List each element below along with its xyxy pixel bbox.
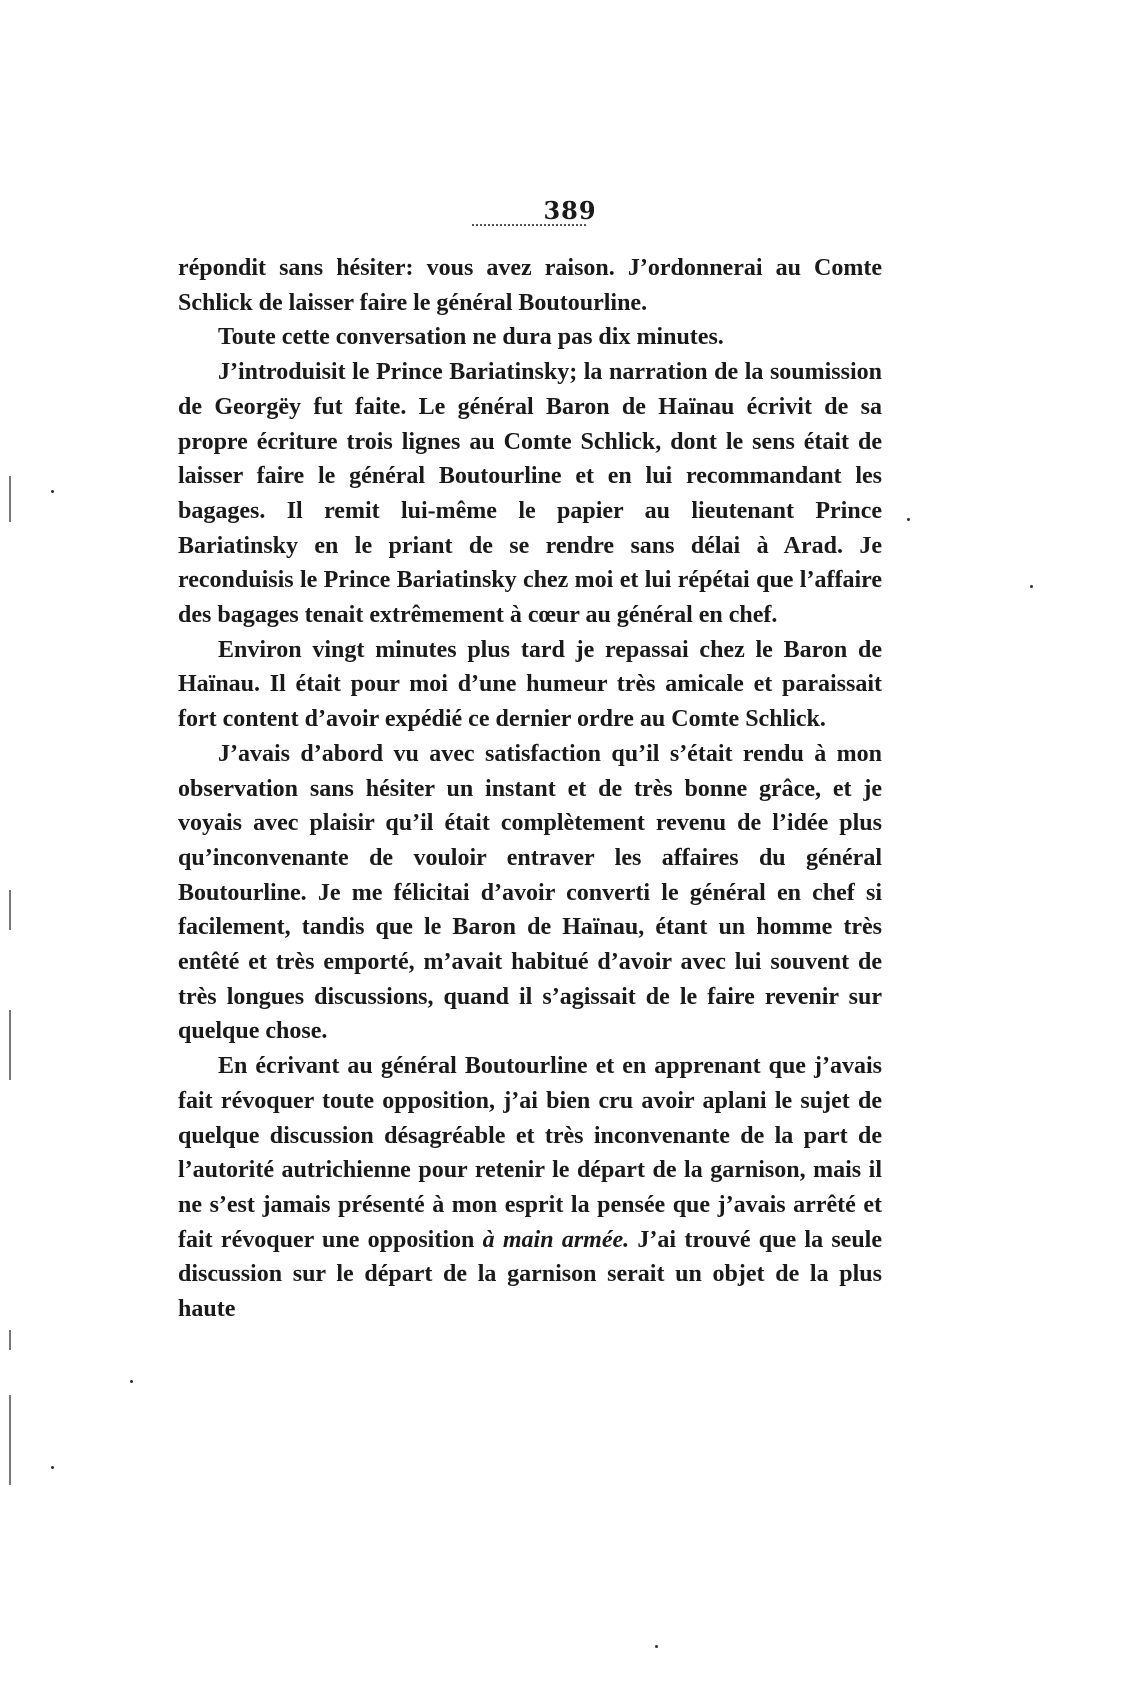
paragraph-4: Environ vingt minutes plus tard je repassai chez le Baron de Haïnau. Il était pour moi d’une humeur très amicale et paraissait fort content d’avoir expédié ce dernier ordre au Comte Schlick. xyxy=(178,636,882,733)
scan-speck xyxy=(130,1380,133,1383)
body-text xyxy=(178,251,882,1327)
scan-margin-line xyxy=(9,476,11,522)
paragraph-1: répondit sans hésiter: vous avez raison. J’ordonnerai au Comte Schlick de laisser faire le général Boutourline. xyxy=(178,255,882,316)
scan-speck xyxy=(51,1466,54,1469)
scan-speck xyxy=(655,1645,658,1648)
scan-speck xyxy=(907,518,910,521)
scan-speck xyxy=(1030,585,1033,588)
page-number: 389 xyxy=(543,196,597,225)
page-number-rule xyxy=(472,224,586,226)
paragraph-2: Toute cette conversation ne dura pas dix minutes. xyxy=(218,324,724,351)
paragraph-6 xyxy=(178,1049,882,1327)
scan-margin-line xyxy=(9,1010,11,1080)
paragraph-6-italic-phrase: à main armée. xyxy=(482,1226,630,1253)
paragraph-6-text-before: En écrivant au général Boutourline et en apprenant que j’avais fait révoquer toute opposition, j’ai bien cru avoir aplani le sujet de quelque discussion désagréable et très inconvenante de la part de l’autorité autrichienne pour retenir le départ de la garnison, mais il ne s’est jamais présenté à mon esprit la pensée que j’avais arrêté et fait révoquer une opposition xyxy=(178,1053,882,1253)
paragraph-3: J’introduisit le Prince Bariatinsky; la narration de la soumission de Georgëy fut faite. Le général Baron de Haïnau écrivit de sa propre écriture trois lignes au Comte Schlick, dont le sens était de laisser faire le général Boutourline et en lui recommandant les bagages. Il remit lui-même le papier au lieutenant Prince Bariatinsky en le priant de se rendre sans délai à Arad. Je reconduisis le Prince Bariatinsky chez moi et lui répétai que l’affaire des bagages tenait extrêmement à cœur au général en chef. xyxy=(178,359,882,629)
scan-margin-line xyxy=(9,890,11,930)
paragraph-5: J’avais d’abord vu avec satisfaction qu’il s’était rendu à mon observation sans hésiter un instant et de très bonne grâce, et je voyais avec plaisir qu’il était complètement revenu de l’idée plus qu’inconvenante de vouloir entraver les affaires du général Boutourline. Je me félicitai d’avoir converti le général en chef si facilement, tandis que le Baron de Haïnau, étant un homme très entêté et très emporté, m’avait habitué d’avoir avec lui souvent de très longues discussions, quand il s’agissait de le faire revenir sur quelque chose. xyxy=(178,740,882,1045)
paragraph-6-text-after: J’ai trouvé que la seule discussion sur le départ de la garnison serait un objet de la plus haute xyxy=(178,1226,883,1323)
scan-margin-line xyxy=(9,1395,11,1485)
scan-margin-line xyxy=(9,1330,11,1350)
scan-speck xyxy=(51,490,54,493)
